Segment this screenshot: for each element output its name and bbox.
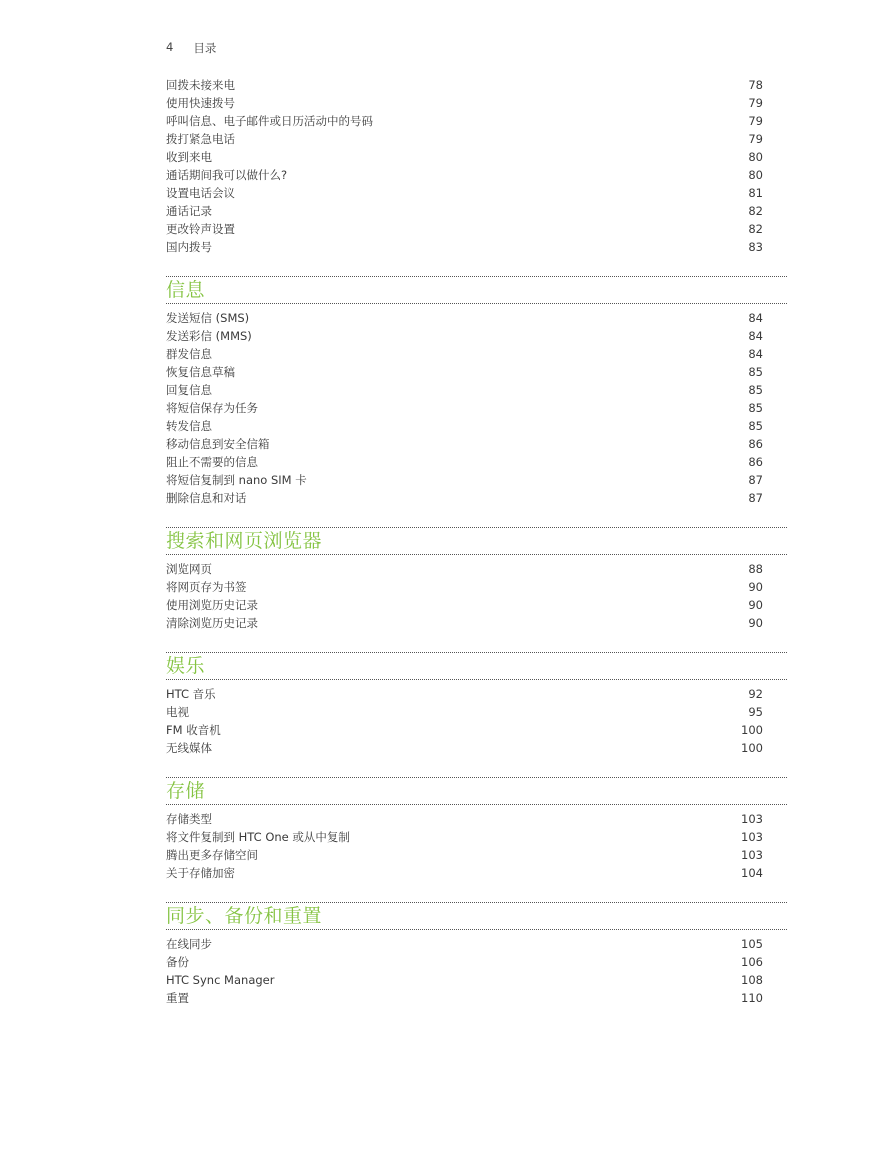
toc-entry-page-number: 108 (741, 973, 763, 987)
toc-entry-4-1[interactable] (166, 953, 763, 971)
toc-entry-4-2[interactable] (166, 971, 763, 989)
toc-entry-label: 关于存储加密 (166, 866, 235, 880)
toc-entry-label: 备份 (166, 955, 189, 969)
toc-section-1 (166, 527, 763, 632)
toc-entry-3-2[interactable] (166, 846, 763, 864)
toc-entry-label: 重置 (166, 991, 189, 1005)
toc-entry-label: 更改铃声设置 (166, 222, 235, 236)
toc-entry-3-3[interactable] (166, 864, 763, 882)
section-heading-bar (166, 276, 787, 304)
toc-section-4 (166, 902, 763, 1007)
toc-entry-page-number: 103 (741, 848, 763, 862)
toc-entry-page-number: 80 (748, 150, 763, 164)
toc-entry-page-number: 79 (748, 96, 763, 110)
toc-entry-label: 将短信复制到 nano SIM 卡 (166, 473, 307, 487)
toc-entry-page-number: 78 (748, 78, 763, 92)
toc-entry-page-number: 85 (748, 365, 763, 379)
toc-entry-0-4[interactable] (166, 381, 763, 399)
toc-entry-intro-7[interactable] (166, 202, 763, 220)
toc-entry-label: 将网页存为书签 (166, 580, 247, 594)
section-entry-list (166, 810, 763, 882)
toc-entry-page-number: 81 (748, 186, 763, 200)
toc-entry-0-2[interactable] (166, 345, 763, 363)
section-title[interactable]: 娱乐 (166, 655, 206, 677)
toc-entry-label: 清除浏览历史记录 (166, 616, 258, 630)
toc-entry-page-number: 85 (748, 383, 763, 397)
toc-sections (166, 276, 763, 1007)
toc-entry-page-number: 84 (748, 347, 763, 361)
toc-entry-label: 在线同步 (166, 937, 212, 951)
toc-entry-0-0[interactable] (166, 309, 763, 327)
toc-entry-0-5[interactable] (166, 399, 763, 417)
toc-entry-4-0[interactable] (166, 935, 763, 953)
section-title[interactable]: 搜索和网页浏览器 (166, 530, 323, 552)
section-title[interactable]: 存储 (166, 780, 206, 802)
toc-entry-label: HTC 音乐 (166, 687, 216, 701)
toc-entry-label: 国内拨号 (166, 240, 212, 254)
section-entry-list (166, 685, 763, 757)
toc-entry-page-number: 87 (748, 491, 763, 505)
toc-entry-label: 回拨未接来电 (166, 78, 235, 92)
section-title[interactable]: 同步、备份和重置 (166, 905, 323, 927)
page-header-title: 目录 (193, 41, 217, 55)
toc-entry-label: FM 收音机 (166, 723, 221, 737)
toc-entry-page-number: 85 (748, 401, 763, 415)
toc-entry-label: 呼叫信息、电子邮件或日历活动中的号码 (166, 114, 373, 128)
toc-section-2 (166, 652, 763, 757)
toc-entry-page-number: 105 (741, 937, 763, 951)
toc-entry-page-number: 82 (748, 222, 763, 236)
toc-entry-page-number: 85 (748, 419, 763, 433)
toc-entry-3-0[interactable] (166, 810, 763, 828)
toc-entry-intro-1[interactable] (166, 94, 763, 112)
section-entry-list (166, 560, 763, 632)
table-of-contents (166, 76, 763, 1007)
toc-entry-label: 阻止不需要的信息 (166, 455, 258, 469)
toc-entry-page-number: 84 (748, 311, 763, 325)
toc-entry-label: 浏览网页 (166, 562, 212, 576)
toc-entry-intro-5[interactable] (166, 166, 763, 184)
toc-entry-label: 将短信保存为任务 (166, 401, 258, 415)
toc-entry-page-number: 87 (748, 473, 763, 487)
toc-entry-page-number: 100 (741, 741, 763, 755)
toc-entry-page-number: 103 (741, 812, 763, 826)
toc-entry-0-6[interactable] (166, 417, 763, 435)
toc-entry-page-number: 82 (748, 204, 763, 218)
toc-entry-label: 发送短信 (SMS) (166, 311, 250, 325)
toc-entry-1-2[interactable] (166, 596, 763, 614)
section-heading-bar (166, 652, 787, 680)
toc-entry-label: 拨打紧急电话 (166, 132, 235, 146)
toc-entry-label: 回复信息 (166, 383, 212, 397)
toc-entry-page-number: 83 (748, 240, 763, 254)
intro-entry-list (166, 76, 763, 256)
toc-entry-page-number: 79 (748, 132, 763, 146)
toc-entry-intro-9[interactable] (166, 238, 763, 256)
toc-entry-page-number: 80 (748, 168, 763, 182)
toc-entry-label: 转发信息 (166, 419, 212, 433)
toc-entry-page-number: 79 (748, 114, 763, 128)
toc-entry-page-number: 110 (741, 991, 763, 1005)
toc-entry-page-number: 86 (748, 437, 763, 451)
section-heading-bar (166, 777, 787, 805)
toc-entry-page-number: 90 (748, 580, 763, 594)
toc-entry-page-number: 90 (748, 616, 763, 630)
toc-entry-label: 恢复信息草稿 (166, 365, 235, 379)
toc-entry-2-2[interactable] (166, 721, 763, 739)
toc-entry-page-number: 90 (748, 598, 763, 612)
toc-entry-0-9[interactable] (166, 471, 763, 489)
toc-entry-4-3[interactable] (166, 989, 763, 1007)
section-heading-bar (166, 902, 787, 930)
page-number: 4 (166, 40, 174, 54)
toc-entry-label: 收到来电 (166, 150, 212, 164)
toc-entry-2-0[interactable] (166, 685, 763, 703)
toc-entry-label: 使用快速拨号 (166, 96, 235, 110)
toc-entry-1-3[interactable] (166, 614, 763, 632)
toc-entry-label: HTC Sync Manager (166, 973, 275, 987)
section-entry-list (166, 935, 763, 1007)
toc-entry-3-1[interactable] (166, 828, 763, 846)
toc-entry-page-number: 103 (741, 830, 763, 844)
toc-entry-page-number: 84 (748, 329, 763, 343)
toc-entry-intro-3[interactable] (166, 130, 763, 148)
toc-entry-label: 电视 (166, 705, 189, 719)
toc-entry-page-number: 92 (748, 687, 763, 701)
toc-entry-label: 通话记录 (166, 204, 212, 218)
toc-entry-label: 将文件复制到 HTC One 或从中复制 (166, 830, 350, 844)
toc-entry-0-10[interactable] (166, 489, 763, 507)
toc-entry-2-1[interactable] (166, 703, 763, 721)
toc-entry-0-8[interactable] (166, 453, 763, 471)
toc-entry-label: 发送彩信 (MMS) (166, 329, 252, 343)
toc-entry-page-number: 100 (741, 723, 763, 737)
toc-entry-0-7[interactable] (166, 435, 763, 453)
toc-entry-label: 通话期间我可以做什么? (166, 168, 288, 182)
toc-section-0 (166, 276, 763, 507)
section-title[interactable]: 信息 (166, 279, 206, 301)
toc-entry-label: 移动信息到安全信箱 (166, 437, 270, 451)
toc-entry-label: 腾出更多存储空间 (166, 848, 258, 862)
section-heading-bar (166, 527, 787, 555)
toc-entry-page-number: 104 (741, 866, 763, 880)
toc-entry-0-1[interactable] (166, 327, 763, 345)
toc-entry-intro-4[interactable] (166, 148, 763, 166)
toc-entry-1-0[interactable] (166, 560, 763, 578)
toc-entry-label: 存储类型 (166, 812, 212, 826)
toc-entry-intro-0[interactable] (166, 76, 763, 94)
page-header (166, 40, 216, 56)
toc-section-3 (166, 777, 763, 882)
toc-entry-1-1[interactable] (166, 578, 763, 596)
toc-entry-0-3[interactable] (166, 363, 763, 381)
toc-entry-label: 无线媒体 (166, 741, 212, 755)
toc-entry-intro-8[interactable] (166, 220, 763, 238)
toc-entry-page-number: 88 (748, 562, 763, 576)
toc-entry-page-number: 86 (748, 455, 763, 469)
toc-entry-label: 删除信息和对话 (166, 491, 247, 505)
toc-entry-label: 群发信息 (166, 347, 212, 361)
toc-entry-intro-2[interactable] (166, 112, 763, 130)
section-entry-list (166, 309, 763, 507)
toc-entry-intro-6[interactable] (166, 184, 763, 202)
toc-entry-label: 设置电话会议 (166, 186, 235, 200)
toc-entry-page-number: 106 (741, 955, 763, 969)
toc-entry-page-number: 95 (748, 705, 763, 719)
toc-entry-2-3[interactable] (166, 739, 763, 757)
toc-entry-label: 使用浏览历史记录 (166, 598, 258, 612)
